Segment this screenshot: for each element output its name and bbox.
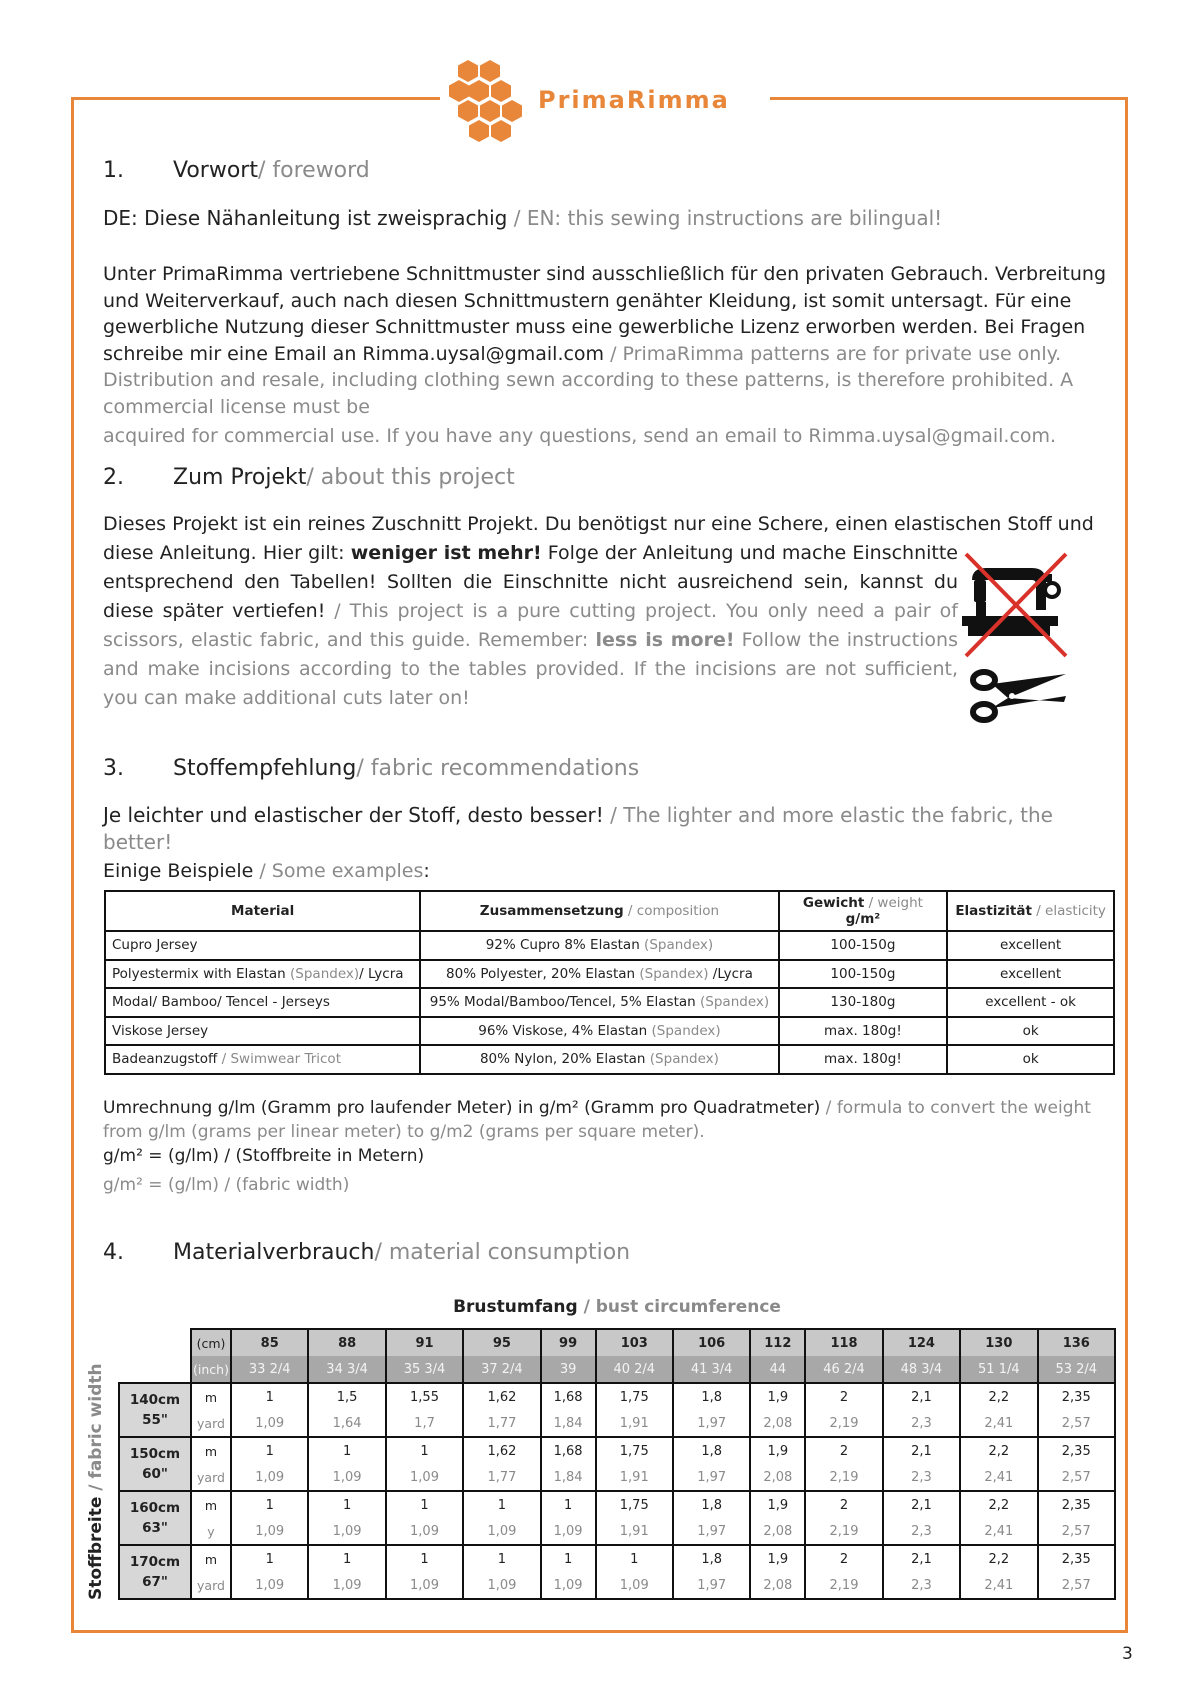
fabric-table [104, 890, 1115, 1075]
yard-value: 1,91 [596, 1518, 673, 1545]
col-elasticity [947, 891, 1114, 931]
yard-value: 1,97 [673, 1518, 750, 1545]
project-text: diese Anleitung. Hier gilt: [103, 542, 351, 564]
unit-m: m [191, 1437, 231, 1464]
bust-cm: 103 [596, 1329, 673, 1356]
yard-value: 2,19 [805, 1464, 882, 1491]
col-weight-en: / weight [864, 895, 923, 911]
meter-value: 2,1 [883, 1437, 960, 1464]
yard-value: 1,09 [231, 1410, 308, 1437]
col-elast-en: / elasticity [1031, 903, 1106, 919]
yard-value: 1,84 [541, 1410, 596, 1437]
bust-cm: 91 [386, 1329, 463, 1356]
meter-value: 1 [386, 1545, 463, 1572]
title-de: Stoffempfehlung [173, 756, 357, 781]
meter-value: 1,75 [596, 1491, 673, 1518]
width-row-yard [119, 1572, 1115, 1599]
width-cell: 150cm 60" [119, 1437, 191, 1491]
meter-value: 1,75 [596, 1383, 673, 1410]
yard-value: 1,09 [541, 1518, 596, 1545]
license-en-2: acquired for commercial use. If you have any questions, send an email to Rimma.uysal@gmail.com. [103, 425, 1057, 447]
inch-header-row [119, 1356, 1115, 1383]
yard-value: 1,7 [386, 1410, 463, 1437]
meter-value: 1,8 [673, 1545, 750, 1572]
meter-value: 2,35 [1038, 1491, 1115, 1518]
bust-inch: 46 2/4 [805, 1356, 882, 1383]
title-en: / about this project [306, 465, 515, 490]
meter-value: 1 [231, 1383, 308, 1410]
composition-cell: 80% Polyester, 20% Elastan (Spandex) /Lycra [420, 960, 778, 989]
fabric-row [105, 1017, 1114, 1046]
elasticity-cell: excellent [947, 931, 1114, 960]
yard-value: 1,09 [463, 1518, 540, 1545]
title-de: Zum Projekt [173, 465, 307, 490]
bust-inch: 41 3/4 [673, 1356, 750, 1383]
bust-inch: 34 3/4 [308, 1356, 385, 1383]
bust-inch: 33 2/4 [231, 1356, 308, 1383]
col-weight-de: Gewicht [802, 895, 865, 911]
brand-logo [440, 52, 770, 152]
bust-cm: 99 [541, 1329, 596, 1356]
meter-value: 1,55 [386, 1383, 463, 1410]
elasticity-cell: excellent - ok [947, 988, 1114, 1017]
meter-value: 1 [231, 1545, 308, 1572]
bust-cm: 124 [883, 1329, 960, 1356]
title-de: Materialverbrauch [173, 1240, 375, 1265]
unit-yard: y [207, 1523, 215, 1539]
examples-colon: : [423, 860, 430, 882]
yard-value: 1,09 [463, 1572, 540, 1599]
composition-cell: 96% Viskose, 4% Elastan (Spandex) [420, 1017, 778, 1046]
unit-m: m [191, 1491, 231, 1518]
formula-de: g/m² = (g/lm) / (Stoffbreite in Metern) [103, 1146, 425, 1166]
unit-yard: yard [197, 1469, 225, 1485]
composition-cell: 95% Modal/Bamboo/Tencel, 5% Elastan (Spandex) [420, 988, 778, 1017]
bust-cm: 95 [463, 1329, 540, 1356]
meter-value: 1,68 [541, 1437, 596, 1464]
bust-inch: 39 [541, 1356, 596, 1383]
yard-value: 1,77 [463, 1410, 540, 1437]
material-cell: Badeanzugstoff / Swimwear Tricot [105, 1045, 420, 1074]
yard-value: 2,08 [750, 1518, 805, 1545]
yard-value: 1,09 [308, 1572, 385, 1599]
width-cell: 140cm 55" [119, 1383, 191, 1437]
material-cell: Viskose Jersey [105, 1017, 420, 1046]
note-en: / EN: this sewing instructions are bilingual! [507, 206, 943, 230]
meter-value: 2 [805, 1383, 882, 1410]
meter-value: 1 [308, 1491, 385, 1518]
material-cell: Cupro Jersey [105, 931, 420, 960]
section-1-title [103, 158, 370, 183]
yard-value: 1,91 [596, 1464, 673, 1491]
elasticity-cell: ok [947, 1045, 1114, 1074]
crossed-sewing-machine-icon [960, 550, 1070, 660]
bust-inch: 48 3/4 [883, 1356, 960, 1383]
meter-value: 1 [308, 1545, 385, 1572]
weight-cell: 100-150g [779, 960, 948, 989]
note-de: DE: Diese Nähanleitung ist zweisprachig [103, 206, 508, 230]
section-number: 1. [103, 158, 124, 183]
width-row-m [119, 1437, 1115, 1464]
bust-inch: 37 2/4 [463, 1356, 540, 1383]
yard-value: 1,09 [386, 1464, 463, 1491]
section-number: 4. [103, 1240, 124, 1265]
consumption-table [118, 1328, 1116, 1600]
yard-value: 1,77 [463, 1464, 540, 1491]
yard-value: 2,19 [805, 1410, 882, 1437]
project-en-2: Follow the instructions and make incisions according to the tables provided. If the incisions are not sufficient, you can make additional cuts later on! [103, 629, 959, 709]
bilingual-note [103, 205, 1108, 232]
yard-value: 1,97 [673, 1410, 750, 1437]
project-bold: weniger ist mehr! [350, 542, 542, 564]
honeycomb-logo-icon [448, 58, 528, 146]
composition-cell: 92% Cupro 8% Elastan (Spandex) [420, 931, 778, 960]
fabric-note-en: / The lighter and more elastic the fabric, the better! [103, 803, 1053, 854]
width-row-m [119, 1491, 1115, 1518]
meter-value: 1,9 [750, 1437, 805, 1464]
width-cell: 160cm 63" [119, 1491, 191, 1545]
fabric-table-header [105, 891, 1114, 931]
meter-value: 1,5 [308, 1383, 385, 1410]
elasticity-cell: ok [947, 1017, 1114, 1046]
meter-value: 2,2 [960, 1383, 1037, 1410]
bust-inch: 40 2/4 [596, 1356, 673, 1383]
project-line-1: Dieses Projekt ist ein reines Zuschnitt Projekt. Du benötigst nur eine Schere, einen elastischen Stoff und [103, 513, 1094, 535]
col-weight [779, 891, 948, 931]
meter-value: 2,35 [1038, 1545, 1115, 1572]
meter-value: 2,1 [883, 1383, 960, 1410]
meter-value: 1,9 [750, 1383, 805, 1410]
fabric-width-side-label [76, 1363, 116, 1605]
meter-value: 1,9 [750, 1491, 805, 1518]
meter-value: 1,75 [596, 1437, 673, 1464]
unit-inch: (inch) [191, 1356, 231, 1383]
section-number: 3. [103, 756, 124, 781]
meter-value: 1,8 [673, 1383, 750, 1410]
meter-value: 2 [805, 1491, 882, 1518]
meter-value: 1 [386, 1437, 463, 1464]
license-de: Unter PrimaRimma vertriebene Schnittmuster sind ausschließlich für den privaten Gebrauch. Verbreitung und Weiterverkauf, auch nach diesen Schnittmustern genähter Kleidung, ist somit untersagt. Für eine gewerbliche Nutzung dieser Schnittmuster muss eine gewerbliche Lizenz erworben werden. Bei Fragen schreibe mir eine Email an Rimma.uysal@gmail.com [103, 263, 1107, 365]
meter-value: 2,2 [960, 1545, 1037, 1572]
caption-en: / bust circumference [577, 1297, 781, 1317]
fabric-row [105, 988, 1114, 1017]
meter-value: 2 [805, 1437, 882, 1464]
page-number: 3 [1122, 1644, 1133, 1664]
meter-value: 1 [541, 1545, 596, 1572]
yard-value: 2,57 [1038, 1464, 1115, 1491]
width-row-yard [119, 1464, 1115, 1491]
yard-value: 2,08 [750, 1572, 805, 1599]
examples-en: / Some examples [253, 860, 424, 882]
material-cell: Polyestermix with Elastan (Spandex)/ Lycra [105, 960, 420, 989]
formula-en: g/m² = (g/lm) / (fabric width) [103, 1175, 350, 1195]
yard-value: 1,09 [386, 1572, 463, 1599]
section-3-title [103, 756, 639, 781]
yard-value: 2,3 [883, 1410, 960, 1437]
yard-value: 1,09 [231, 1572, 308, 1599]
section-number: 2. [103, 465, 124, 490]
yard-value: 1,09 [231, 1464, 308, 1491]
yard-value: 1,09 [308, 1518, 385, 1545]
side-de: Stoffbreite [86, 1496, 106, 1600]
conversion-en: / formula to convert the weight from g/lm (grams per linear meter) to g/m2 (grams per square meter). [103, 1098, 1091, 1142]
conversion-de: Umrechnung g/lm (Gramm pro laufender Meter) in g/m² (Gramm pro Quadratmeter) [103, 1098, 821, 1118]
yard-value: 2,08 [750, 1464, 805, 1491]
project-en-1: / This project is a pure cutting project. You only need a pair of scissors, elastic fabric, and this guide. Remember: [103, 600, 958, 651]
col-comp-de: Zusammensetzung [479, 903, 624, 919]
unit-m: m [191, 1383, 231, 1410]
bust-inch: 53 2/4 [1038, 1356, 1115, 1383]
yard-value: 2,08 [750, 1410, 805, 1437]
project-en-bold: less is more! [595, 629, 735, 651]
yard-value: 2,19 [805, 1518, 882, 1545]
title-en: / fabric recommendations [356, 756, 640, 781]
yard-value: 1,91 [596, 1410, 673, 1437]
weight-cell: max. 180g! [779, 1017, 948, 1046]
caption-de: Brustumfang [453, 1297, 578, 1317]
bust-cm: 130 [960, 1329, 1037, 1356]
yard-value: 2,41 [960, 1410, 1037, 1437]
fabric-row [105, 960, 1114, 989]
width-row-m [119, 1545, 1115, 1572]
bust-inch: 51 1/4 [960, 1356, 1037, 1383]
yard-value: 2,3 [883, 1464, 960, 1491]
bust-cm: 112 [750, 1329, 805, 1356]
bust-cm: 88 [308, 1329, 385, 1356]
meter-value: 2 [805, 1545, 882, 1572]
bust-cm: 118 [805, 1329, 882, 1356]
yard-value: 2,57 [1038, 1572, 1115, 1599]
fabric-note [103, 802, 1108, 855]
meter-value: 1 [231, 1437, 308, 1464]
section-4-title [103, 1240, 630, 1265]
examples-heading [103, 858, 1108, 885]
width-row-m [119, 1383, 1115, 1410]
yard-value: 1,09 [596, 1572, 673, 1599]
meter-value: 2,35 [1038, 1383, 1115, 1410]
unit-m: m [191, 1545, 231, 1572]
yard-value: 2,19 [805, 1572, 882, 1599]
license-paragraph [103, 261, 1108, 450]
yard-value: 1,97 [673, 1572, 750, 1599]
project-paragraph [103, 539, 958, 713]
yard-value: 2,3 [883, 1572, 960, 1599]
width-row-yard [119, 1518, 1115, 1545]
material-cell: Modal/ Bamboo/ Tencel - Jerseys [105, 988, 420, 1017]
meter-value: 1 [231, 1491, 308, 1518]
bust-inch: 35 3/4 [386, 1356, 463, 1383]
yard-value: 2,41 [960, 1518, 1037, 1545]
fabric-row [105, 1045, 1114, 1074]
meter-value: 1 [308, 1437, 385, 1464]
fabric-row [105, 931, 1114, 960]
meter-value: 2,2 [960, 1437, 1037, 1464]
meter-value: 1 [463, 1491, 540, 1518]
yard-value: 1,09 [386, 1518, 463, 1545]
side-en: / fabric width [86, 1363, 106, 1497]
col-composition [420, 891, 778, 931]
fabric-note-de: Je leichter und elastischer der Stoff, desto besser! [103, 803, 604, 827]
bust-caption [118, 1297, 1116, 1317]
elasticity-cell: excellent [947, 960, 1114, 989]
yard-value: 1,84 [541, 1464, 596, 1491]
license-en-1: / PrimaRimma patterns are for private use only. Distribution and resale, including clothing sewn according to these patterns, is therefore prohibited. A commercial license must be [103, 342, 1074, 418]
meter-value: 2,1 [883, 1491, 960, 1518]
meter-value: 1,8 [673, 1491, 750, 1518]
meter-value: 1,62 [463, 1383, 540, 1410]
meter-value: 1,9 [750, 1545, 805, 1572]
yard-value: 1,97 [673, 1464, 750, 1491]
bust-cm: 106 [673, 1329, 750, 1356]
yard-value: 1,09 [308, 1464, 385, 1491]
title-de: Vorwort [173, 158, 258, 183]
project-text-2: Folge der Anleitung und mache Einschnitte entsprechend den Tabellen! Sollten die Einschnitte nicht ausreichend sein, kannst du diese später vertiefen! [103, 542, 959, 622]
meter-value: 1 [541, 1491, 596, 1518]
bust-cm: 136 [1038, 1329, 1115, 1356]
weight-cell: max. 180g! [779, 1045, 948, 1074]
unit-yard: yard [191, 1572, 231, 1599]
unit-cm: (cm) [191, 1329, 231, 1356]
examples-de: Einige Beispiele [103, 860, 254, 882]
meter-value: 2,1 [883, 1545, 960, 1572]
meter-value: 1 [596, 1545, 673, 1572]
yard-value: 1,09 [541, 1572, 596, 1599]
cm-header-row [119, 1329, 1115, 1356]
width-row-yard [119, 1410, 1115, 1437]
title-en: / foreword [257, 158, 370, 183]
meter-value: 1,68 [541, 1383, 596, 1410]
col-weight-unit: g/m² [845, 911, 881, 927]
composition-cell: 80% Nylon, 20% Elastan (Spandex) [420, 1045, 778, 1074]
conversion-note [103, 1096, 1108, 1144]
yard-value: 2,41 [960, 1572, 1037, 1599]
bust-cm: 85 [231, 1329, 308, 1356]
width-cell: 170cm 67" [119, 1545, 191, 1599]
brand-name: PrimaRimma [538, 86, 730, 114]
weight-cell: 130-180g [779, 988, 948, 1017]
meter-value: 2,35 [1038, 1437, 1115, 1464]
yard-value: 1,64 [308, 1410, 385, 1437]
meter-value: 1 [463, 1545, 540, 1572]
yard-value: 2,57 [1038, 1518, 1115, 1545]
weight-cell: 100-150g [779, 931, 948, 960]
section-2-title [103, 465, 515, 490]
yard-value: 2,3 [883, 1518, 960, 1545]
yard-value: 2,57 [1038, 1410, 1115, 1437]
meter-value: 1,62 [463, 1437, 540, 1464]
scissors-icon [968, 668, 1068, 724]
bust-inch: 44 [750, 1356, 805, 1383]
yard-value: 1,09 [231, 1518, 308, 1545]
col-elast-de: Elastizität [955, 903, 1032, 919]
meter-value: 1 [386, 1491, 463, 1518]
col-material: Material [105, 891, 420, 931]
col-comp-en: / composition [623, 903, 720, 919]
meter-value: 1,8 [673, 1437, 750, 1464]
meter-value: 2,2 [960, 1491, 1037, 1518]
yard-value: 2,41 [960, 1464, 1037, 1491]
unit-yard: yard [197, 1415, 225, 1431]
title-en: / material consumption [374, 1240, 631, 1265]
